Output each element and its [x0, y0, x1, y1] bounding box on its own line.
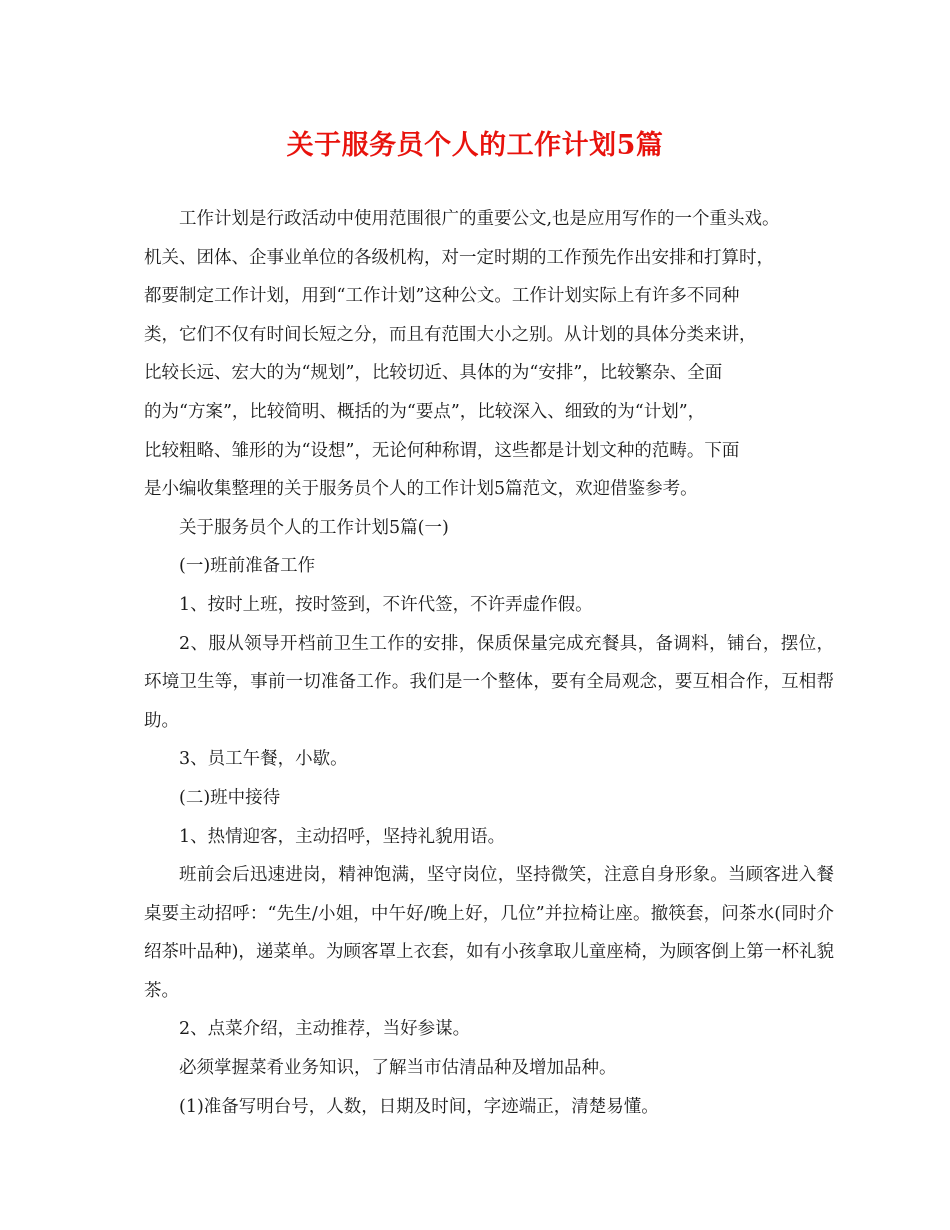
subsection-heading: (一)班前准备工作	[179, 556, 316, 577]
body-paragraph: 班前会后迅速进岗，精神饱满，坚守岗位，坚持微笑，注意自身形象。当顾客进入餐桌要主动招呼：“先生/小姐，中午好/晚上好，几位”并拉椅让座。撤筷套，问茶水(同时介绍茶叶品种)，递菜单。为顾客罩上衣套，如有小孩拿取儿童座椅，为顾客倒上第一杯礼貌茶。	[144, 865, 834, 1001]
list-item: 2、服从领导开档前卫生工作的安排，保质保量完成充餐具，备调料，铺台，摆位，环境卫生等，事前一切准备工作。我们是一个整体，要有全局观念，要互相合作，互相帮助。	[144, 633, 834, 731]
list-item: 1、按时上班，按时签到，不许代签，不许弄虚作假。	[179, 594, 593, 615]
body-paragraph: 必须掌握菜肴业务知识，了解当市估清品种及增加品种。	[179, 1058, 617, 1079]
list-item: 3、员工午餐，小歇。	[179, 749, 348, 770]
list-item: 1、热情迎客，主动招呼，坚持礼貌用语。	[179, 826, 506, 847]
list-item: 2、点菜介绍，主动推荐，当好参谋。	[179, 1019, 471, 1040]
intro-line: 类，它们不仅有时间长短之分，而且有范围大小之别。从计划的具体分类来讲，	[144, 324, 757, 345]
intro-line: 机关、团体、企事业单位的各级机构，对一定时期的工作预先作出安排和打算时，	[144, 247, 774, 268]
subsection-heading: (二)班中接待	[179, 787, 281, 808]
intro-line: 比较长远、宏大的为“规划”，比较切近、具体的为“安排”，比较繁杂、全面	[144, 363, 723, 384]
document-title: 关于服务员个人的工作计划5篇	[286, 130, 664, 161]
document-body	[144, 200, 834, 1126]
intro-line: 都要制定工作计划，用到“工作计划”这种公文。工作计划实际上有许多不同种	[144, 286, 740, 307]
intro-line: 工作计划是行政活动中使用范围很广的重要公文,也是应用写作的一个重头戏。	[179, 209, 780, 229]
section-heading: 关于服务员个人的工作计划5篇(一)	[179, 517, 449, 538]
intro-paragraph	[144, 200, 834, 509]
intro-line: 是小编收集整理的关于服务员个人的工作计划5篇范文，欢迎借鉴参考。	[144, 479, 698, 500]
intro-line: 的为“方案”，比较简明、概括的为“要点”，比较深入、细致的为“计划”，	[144, 401, 706, 422]
list-item: (1)准备写明台号，人数，日期及时间，字迹端正，清楚易懂。	[179, 1096, 659, 1117]
intro-line: 比较粗略、雏形的为“设想”，无论何种称谓，这些都是计划文种的范畴。下面	[144, 440, 740, 461]
